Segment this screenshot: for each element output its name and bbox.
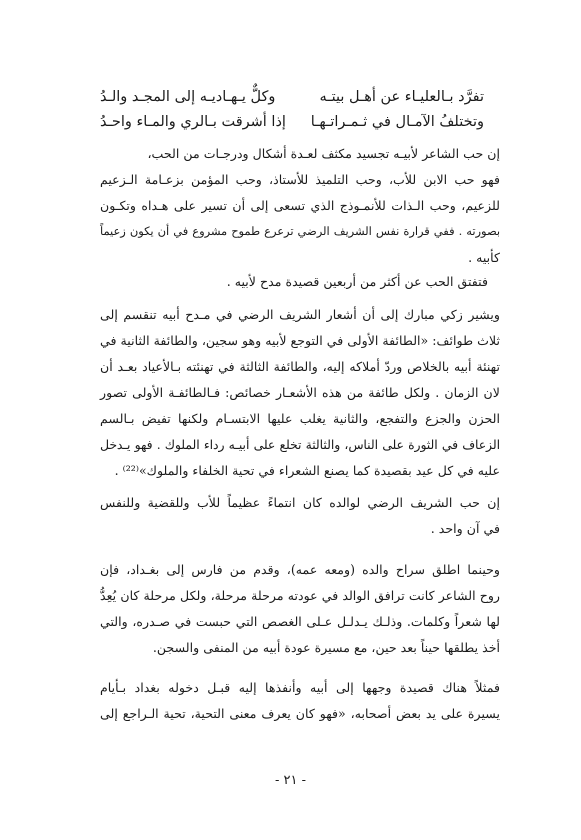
- paragraph-line: كأبيه .: [468, 250, 500, 265]
- paragraph-line: إن حب الشريف الرضي لوالده كان انتماءً عظيماً للأب وللقضية وللنفس: [100, 495, 500, 510]
- paragraph-line: بصورته . ففي قرارة نفس الشريف الرضي ترعرع طموح مشروع في أن يكون زعيماً: [100, 224, 500, 238]
- paragraph-line: فمثلاً هناك قصيدة وجهها إلى أبيه وأنفذها إليه قبـل دخوله بغداد بـأيام: [100, 680, 500, 695]
- paragraph-line: إن حب الشاعر لأبيـه تجسيد مكثف لعـدة أشكال ودرجـات من الحب،: [147, 146, 500, 161]
- paragraph-line: في آن واحد .: [430, 521, 500, 536]
- verse-1-first-hemistich: تفرَّد بـالعليـاء عن أهـل بيتـه: [319, 89, 484, 105]
- verse-2-first-hemistich: وتختلفُ الآمـال في ثـمـراتـهـا: [310, 114, 484, 130]
- paragraph-line: روح الشاعر كانت ترافق الوالد في عودته مرحلة مرحلة، ولكل مرحلة كان يُعِدُّ: [100, 588, 500, 603]
- paragraph-line: تهنئة أبيه بالخلاص وردّ أملاكه إليه، والطائفة الثالثة في تهنئته بـالأعياد بعـد أن: [100, 359, 500, 374]
- paragraph-line: يسيرة على يد بعض أصحابه، «فهو كان يعرف معنى التحية، تحية الـراجع إلى: [100, 706, 500, 721]
- paragraph-line: الحزن والجزع والتفجع، والثانية يغلب عليها الابتسـام ولكنها تفيض بـالسم: [100, 411, 500, 426]
- paragraph-line: وحينما اطلق سراح والده (ومعه عمه)، وقدم من فارس إلى بغـداد، فإن: [100, 562, 500, 577]
- paragraph-line: لان الزمان . ولكل طائفة من هذه الأشعـار خصائص: فـالطائفـة الأولى تصور: [100, 385, 500, 400]
- paragraph-line: الزعاف في الثورة على الناس، والثالثة تخلع على أبيـه رداء الملوك . فهو يـدخل: [100, 438, 500, 452]
- verse-2-second-hemistich: إذا أشرقت بـالري والمـاء واحـدُ: [100, 114, 286, 130]
- paragraph-line: لها شعراً وكلمات. وذلـك يـدلـل عـلى الغصص التي حبست في صـدره، والتي: [100, 614, 500, 629]
- paragraph-line: ثلاث طوائف: «الطائفة الأولى في التوجع لأبيه وهو سجين، والطائفة الثانية في: [100, 333, 500, 348]
- page-number: - ٢١ -: [274, 773, 307, 788]
- paragraph-line: فهو حب الابن للأب، وحب التلميذ للأستاذ، وحب المؤمن بزعـامة الـزعيم: [100, 172, 500, 187]
- verse-1-second-hemistich: وكلٌّ يـهـاديـه إلى المجـد والـدُ: [100, 89, 276, 105]
- paragraph-line: أخذ يطلقها حيناً بعد حين، مع مسيرة عودة أبيه من المنفى والسجن.: [152, 640, 500, 655]
- paragraph-line: فتفتق الحب عن أكثر من أربعين قصيدة مدح لأبيه .: [226, 274, 488, 289]
- paragraph-line: ويشير زكي مبارك إلى أن أشعار الشريف الرضي في مـدح أبيه تنقسم إلى: [100, 307, 500, 322]
- paragraph-line: عليه في كل عيد بقصيدة كما يصنع الشعراء في تحية الخلفاء والملوك»⁽²²⁾ .: [114, 463, 500, 478]
- paragraph-line: للزعيم، وحب الـذات للأنمـوذج الذي تسعى إلى أن تسير على هـداه وتكـون: [100, 198, 500, 213]
